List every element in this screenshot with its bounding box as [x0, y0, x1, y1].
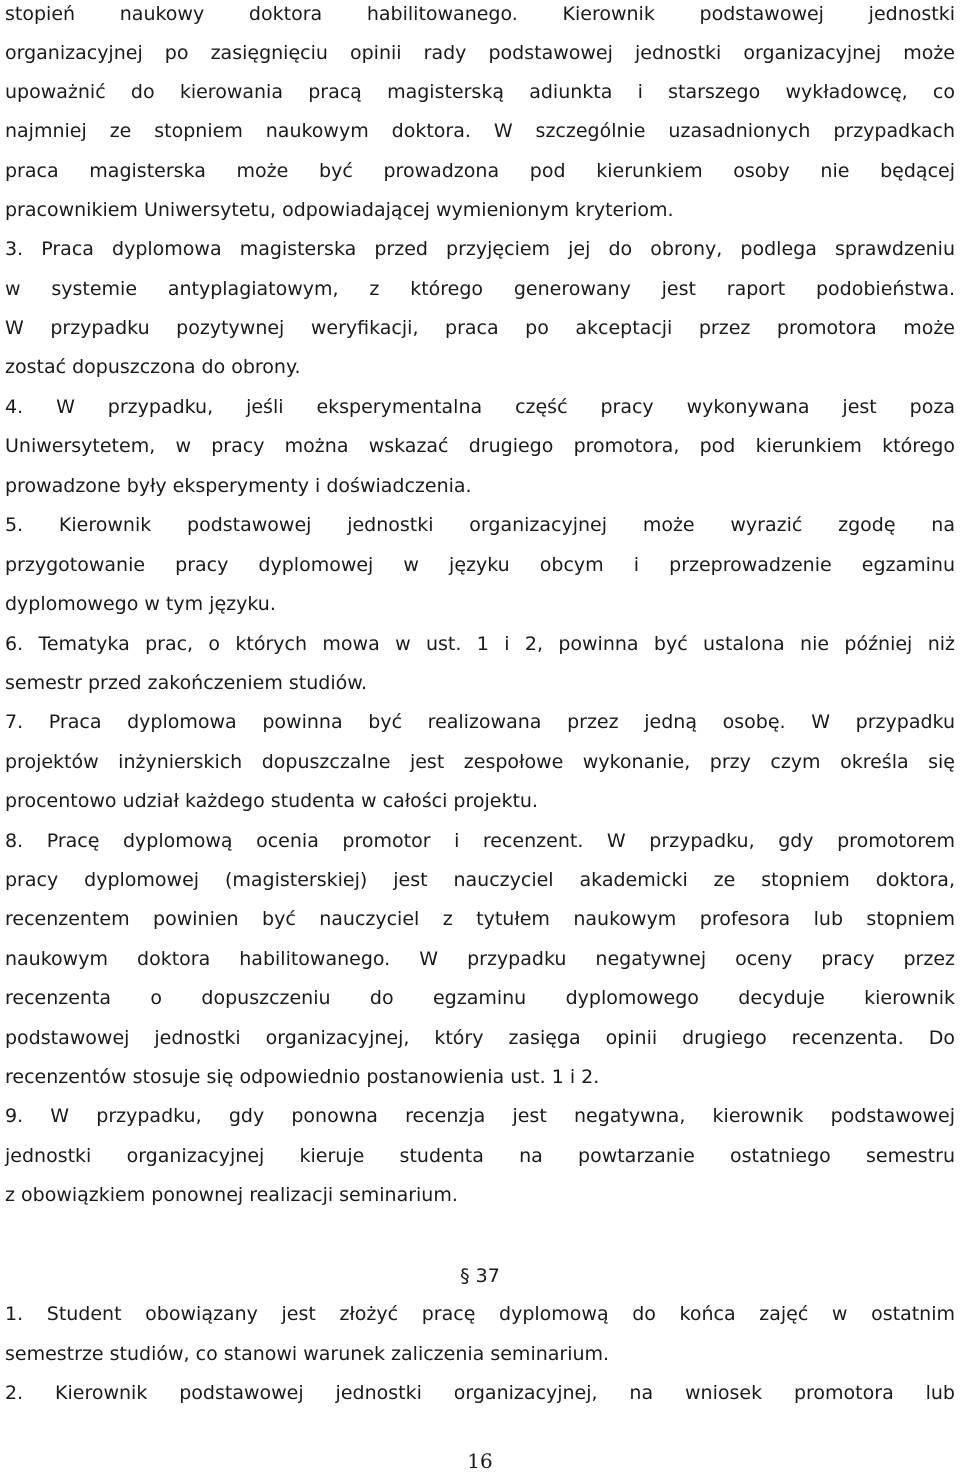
text-line: 5. Kierownik podstawowej jednostki organizacyjnej może wyrazić zgodę na: [5, 514, 955, 536]
text-line: prowadzone były eksperymenty i doświadczenia.: [5, 475, 472, 497]
text-line: recenzentów stosuje się odpowiednio postanowienia ust. 1 i 2.: [5, 1066, 600, 1088]
text-line: 7. Praca dyplomowa powinna być realizowana przez jedną osobę. W przypadku: [5, 711, 955, 733]
text-line: pracownikiem Uniwersytetu, odpowiadającej wymienionym kryteriom.: [5, 199, 674, 221]
text-line: 3. Praca dyplomowa magisterska przed przyjęciem jej do obrony, podlega sprawdzeniu: [5, 238, 955, 260]
text-line: naukowym doktora habilitowanego. W przypadku negatywnej oceny pracy przez: [5, 948, 955, 970]
text-line: organizacyjnej po zasięgnięciu opinii rady podstawowej jednostki organizacyjnej może: [5, 42, 955, 64]
text-line: stopień naukowy doktora habilitowanego. Kierownik podstawowej jednostki: [5, 3, 955, 25]
section-number: § 37: [460, 1265, 500, 1287]
text-line: 2. Kierownik podstawowej jednostki organizacyjnej, na wniosek promotora lub: [5, 1382, 955, 1404]
text-line: 1. Student obowiązany jest złożyć pracę dyplomową do końca zajęć w ostatnim: [5, 1303, 955, 1325]
text-line: w systemie antyplagiatowym, z którego generowany jest raport podobieństwa.: [5, 278, 955, 300]
text-line: 9. W przypadku, gdy ponowna recenzja jest negatywna, kierownik podstawowej: [5, 1105, 955, 1127]
text-line: dyplomowego w tym języku.: [5, 593, 276, 615]
text-line: Uniwersytetem, w pracy można wskazać drugiego promotora, pod kierunkiem którego: [5, 435, 955, 457]
text-line: semestr przed zakończeniem studiów.: [5, 672, 368, 694]
text-line: 6. Tematyka prac, o których mowa w ust. 1 i 2, powinna być ustalona nie później niż: [5, 633, 955, 655]
text-line: praca magisterska może być prowadzona pod kierunkiem osoby nie będącej: [5, 160, 955, 182]
text-line: pracy dyplomowej (magisterskiej) jest nauczyciel akademicki ze stopniem doktora,: [5, 869, 955, 891]
text-line: jednostki organizacyjnej kieruje studenta na powtarzanie ostatniego semestru: [5, 1145, 955, 1167]
text-line: W przypadku pozytywnej weryfikacji, praca po akceptacji przez promotora może: [5, 317, 955, 339]
text-line: przygotowanie pracy dyplomowej w języku obcym i przeprowadzenie egzaminu: [5, 554, 955, 576]
page-number: 16: [467, 1449, 493, 1473]
text-line: najmniej ze stopniem naukowym doktora. W szczególnie uzasadnionych przypadkach: [5, 120, 955, 142]
text-line: projektów inżynierskich dopuszczalne jest zespołowe wykonanie, przy czym określa się: [5, 751, 955, 773]
text-line: podstawowej jednostki organizacyjnej, który zasięga opinii drugiego recenzenta. Do: [5, 1027, 955, 1049]
text-line: semestrze studiów, co stanowi warunek zaliczenia seminarium.: [5, 1343, 610, 1365]
text-line: recenzenta o dopuszczeniu do egzaminu dyplomowego decyduje kierownik: [5, 987, 955, 1009]
text-line: z obowiązkiem ponownej realizacji seminarium.: [5, 1184, 458, 1206]
text-line: 8. Pracę dyplomową ocenia promotor i recenzent. W przypadku, gdy promotorem: [5, 830, 955, 852]
text-line: upoważnić do kierowania pracą magisterską adiunkta i starszego wykładowcę, co: [5, 81, 955, 103]
text-line: zostać dopuszczona do obrony.: [5, 356, 301, 378]
text-line: procentowo udział każdego studenta w całości projektu.: [5, 790, 538, 812]
text-line: recenzentem powinien być nauczyciel z tytułem naukowym profesora lub stopniem: [5, 908, 955, 930]
section-heading: [0, 1264, 960, 1288]
text-line: 4. W przypadku, jeśli eksperymentalna część pracy wykonywana jest poza: [5, 396, 955, 418]
